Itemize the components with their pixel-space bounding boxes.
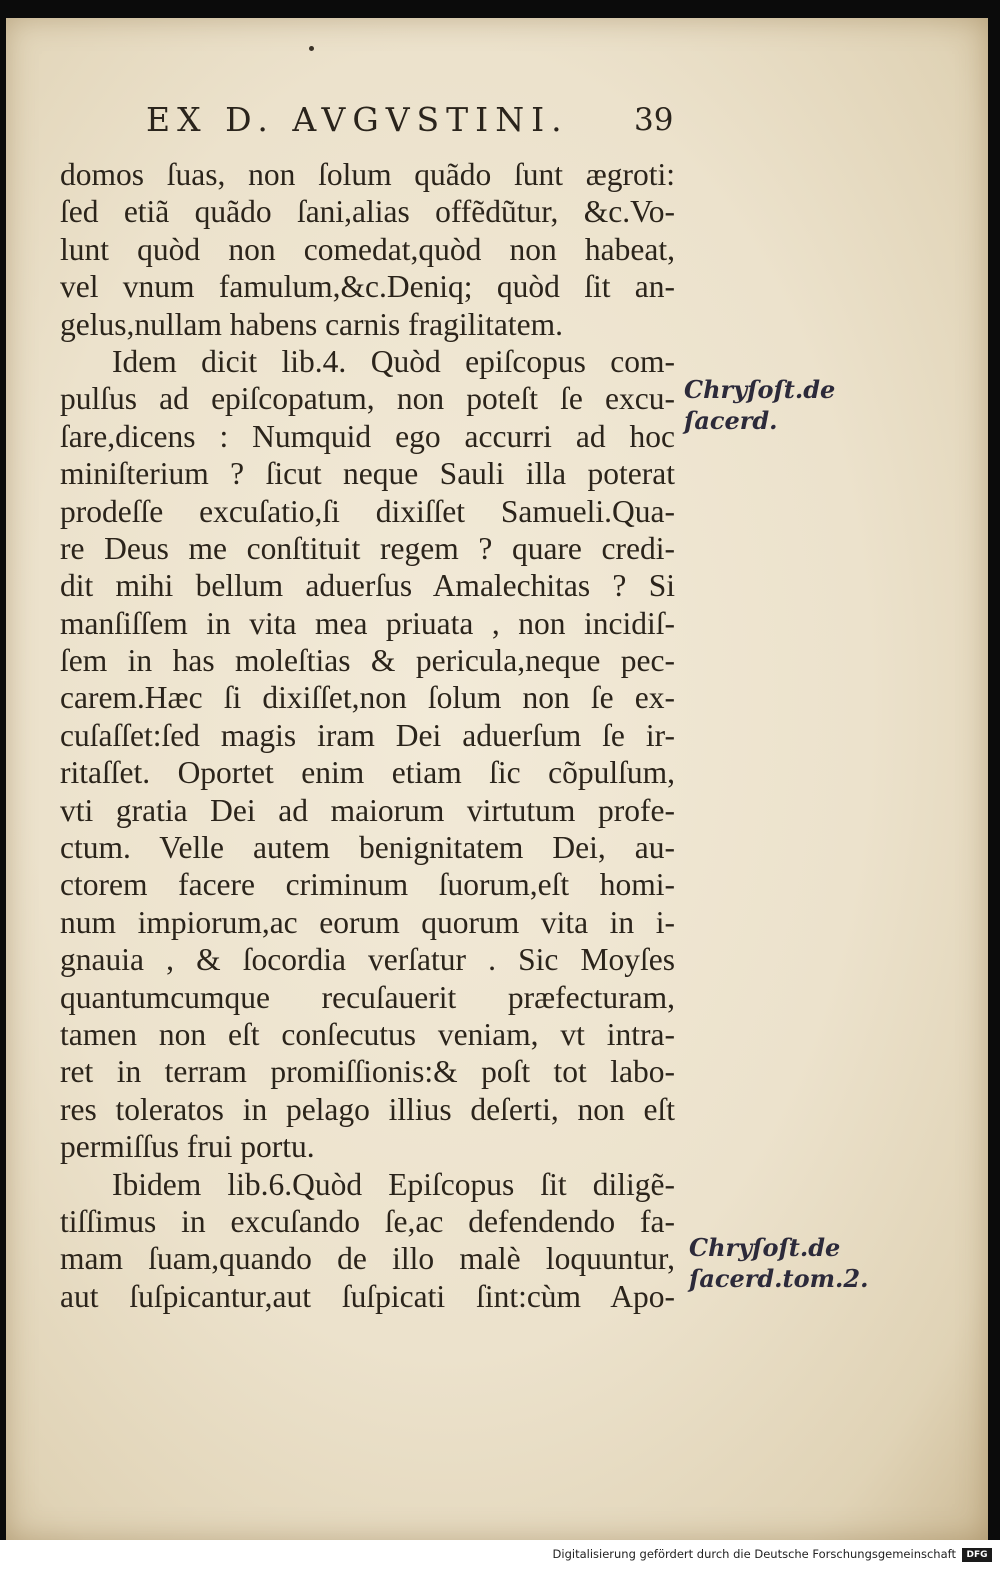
marginal-note-line: ſacerd. bbox=[684, 406, 778, 435]
scanned-page bbox=[6, 18, 988, 1540]
text-line: gelus,nullam habens carnis fragilitatem. bbox=[60, 306, 563, 342]
text-line: prodeſſe excuſatio,ſi dixiſſet Samueli.Qua- bbox=[60, 493, 675, 529]
text-line: ret in terram promiſſionis:& poſt tot labo- bbox=[60, 1054, 675, 1090]
text-line: domos ſuas, non ſolum quãdo ſunt ægroti: bbox=[60, 157, 675, 192]
text-line: tamen non eſt conſecutus veniam, vt intra- bbox=[60, 1016, 675, 1052]
text-line: manſiſſem in vita mea priuata , non incidiſ- bbox=[60, 605, 675, 641]
text-line: lunt quòd non comedat,quòd non habeat, bbox=[60, 231, 675, 267]
text-line: ctum. Velle autem benignitatem Dei, au- bbox=[60, 830, 675, 866]
text-line: mam ſuam,quando de illo malè loquuntur, bbox=[60, 1241, 675, 1277]
text-line: vti gratia Dei ad maiorum virtutum profe- bbox=[60, 792, 675, 828]
text-line: tiſſimus in excuſando ſe,ac defendendo fa- bbox=[60, 1203, 675, 1239]
marginal-note bbox=[689, 1232, 868, 1294]
text-line: vel vnum famulum,&c.Deniq; quòd ſit an- bbox=[60, 269, 675, 305]
text-line: quantumcumque recuſauerit præfecturam, bbox=[60, 979, 675, 1015]
text-line: cuſaſſet:ſed magis iram Dei aduerſum ſe ir- bbox=[60, 717, 675, 753]
text-line: ſed etiã quãdo ſani,alias offẽdũtur, &c.Vo- bbox=[60, 194, 675, 230]
text-line: carem.Hæc ſi dixiſſet,non ſolum non ſe ex- bbox=[60, 680, 675, 716]
text-line: re Deus me conſtituit regem ? quare credi- bbox=[60, 530, 675, 566]
text-line: ſem in has moleſtias & pericula,neque pec- bbox=[60, 643, 675, 679]
marginal-note-line: ſacerd.tom.2. bbox=[689, 1264, 869, 1293]
body-text bbox=[60, 156, 675, 1315]
text-line: gnauia , & ſocordia verſatur . Sic Moyſes bbox=[60, 942, 675, 978]
marginal-note-line: Chryſoſt.de bbox=[689, 1233, 841, 1262]
page-number: 39 bbox=[634, 102, 674, 138]
text-line: pulſus ad epiſcopatum, non poteſt ſe excu- bbox=[60, 381, 675, 417]
marginal-note-line: Chryſoſt.de bbox=[684, 375, 836, 404]
text-line: Ibidem lib.6.Quòd Epiſcopus ſit diligẽ- bbox=[112, 1166, 675, 1202]
text-line: Idem dicit lib.4. Quòd epiſcopus com- bbox=[112, 343, 675, 379]
text-line: aut ſuſpicantur,aut ſuſpicati ſint:cùm Apo- bbox=[60, 1278, 675, 1314]
text-line: ctorem facere criminum ſuorum,eſt homi- bbox=[60, 867, 675, 903]
text-line: res toleratos in pelago illius deſerti, non eſt bbox=[60, 1091, 675, 1127]
text-line: ſare,dicens : Numquid ego accurri ad hoc bbox=[60, 418, 675, 454]
text-line: num impiorum,ac eorum quorum vita in i- bbox=[60, 904, 675, 940]
marginal-note bbox=[684, 374, 835, 436]
funding-credit: Digitalisierung gefördert durch die Deutsche Forschungsgemeinschaft bbox=[552, 1547, 956, 1561]
text-line: miniſterium ? ſicut neque Sauli illa poterat bbox=[60, 456, 675, 492]
text-line: ritaſſet. Oportet enim etiam ſic cõpulſum, bbox=[60, 755, 675, 791]
running-head: EX D. AVGVSTINI. bbox=[146, 100, 569, 139]
text-line: permiſſus frui portu. bbox=[60, 1129, 315, 1165]
text-line: dit mihi bellum aduerſus Amalechitas ? Si bbox=[60, 568, 675, 604]
ink-dot bbox=[309, 46, 314, 51]
dfg-logo: DFG bbox=[962, 1548, 992, 1562]
